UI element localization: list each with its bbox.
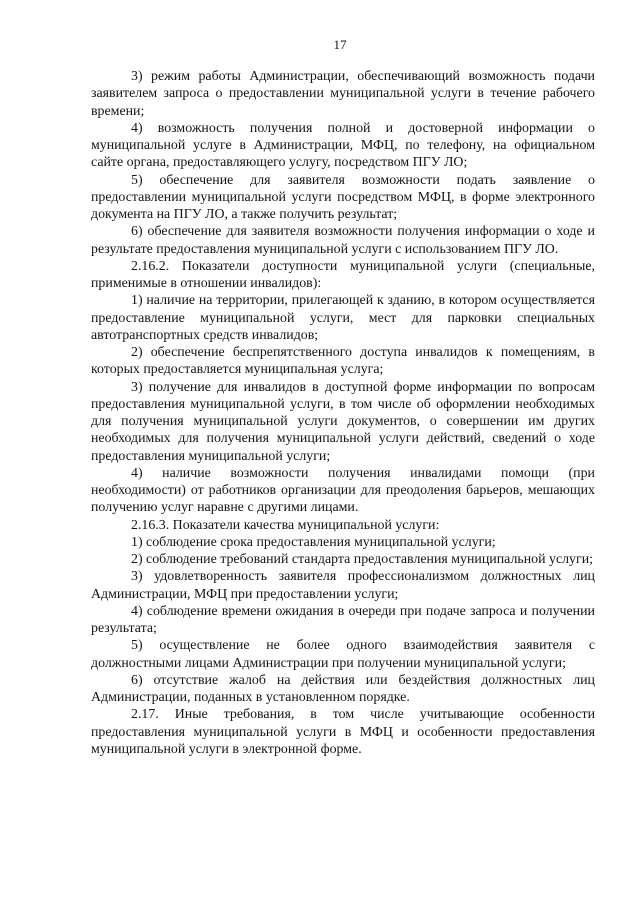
paragraph-disabled-item-1-parking: 1) наличие на территории, прилегающей к зданию, в котором осуществляется предоставление муниципальной услуги, мест для парковки специальных автотранспортных средств инвалидов; (91, 293, 595, 343)
paragraph-quality-item-5-interaction: 5) осуществление не более одного взаимодействия заявителя с должностными лицами Администрации при получении муниципальной услуги; (91, 638, 595, 671)
paragraph-item-5-submit-application: 5) обеспечение для заявителя возможности подать заявление о предоставлении муниципальной услуги посредством МФЦ, в форме электронного документа на ПГУ ЛО, а также получить результат; (91, 172, 595, 222)
paragraph-quality-item-4-waiting-time: 4) соблюдение времени ожидания в очереди при подаче запроса и получении результата; (91, 603, 595, 636)
section-2-17-heading: 2.17. Иные требования, в том числе учитывающие особенности предоставления муниципальной услуги в МФЦ и особенности предоставления муниципальной услуги в электронной форме. (91, 707, 595, 757)
paragraph-quality-item-2-standard: 2) соблюдение требований стандарта предоставления муниципальной услуги; (131, 552, 593, 567)
paragraph-disabled-item-4-assistance: 4) наличие возможности получения инвалидами помощи (при необходимости) от работников организации для преодоления барьеров, мешающих получению услуг наравне с другими лицами. (91, 465, 595, 516)
paragraph-item-6-progress-info: 6) обеспечение для заявителя возможности получения информации о ходе и результате предоставления муниципальной услуги с использованием ПГУ ЛО. (91, 224, 595, 257)
section-2-16-2-heading: 2.16.2. Показатели доступности муниципальной услуги (специальные, применимые в отношении инвалидов): (91, 258, 595, 291)
section-2-16-3-heading: 2.16.3. Показатели качества муниципальной услуги: (131, 517, 440, 533)
paragraph-quality-item-6-complaints: 6) отсутствие жалоб на действия или бездействия должностных лиц Администрации, поданных в установленном порядке. (91, 672, 595, 705)
paragraph-quality-item-3-satisfaction: 3) удовлетворенность заявителя профессионализмом должностных лиц Администрации, МФЦ при предоставлении услуги; (91, 569, 595, 602)
page-number: 17 (333, 37, 347, 52)
paragraph-quality-item-1-deadline: 1) соблюдение срока предоставления муниципальной услуги; (131, 534, 496, 550)
paragraph-disabled-item-2-access: 2) обеспечение беспрепятственного доступа инвалидов к помещениям, в которых предоставляется муниципальная услуга; (91, 345, 595, 378)
paragraph-item-4-info-access: 4) возможность получения полной и достоверной информации о муниципальной услуге в Администрации, МФЦ, по телефону, на официальном сайте органа, предоставляющего услугу, посредством ПГУ ЛО; (91, 120, 595, 171)
paragraph-item-3-admin-hours: 3) режим работы Администрации, обеспечивающий возможность подачи заявителем запроса о предоставлении муниципальной услуги в течение рабочего времени; (91, 69, 595, 119)
paragraph-disabled-item-3-information: 3) получение для инвалидов в доступной форме информации по вопросам предоставления муниципальной услуги, в том числе об оформлении необходимых для получения муниципальной услуги документов, о совершении им других необходимых для получения муниципальной услуги действий, сведений о ходе предоставления муниципальной услуги; (91, 379, 595, 464)
document-body (91, 68, 595, 758)
